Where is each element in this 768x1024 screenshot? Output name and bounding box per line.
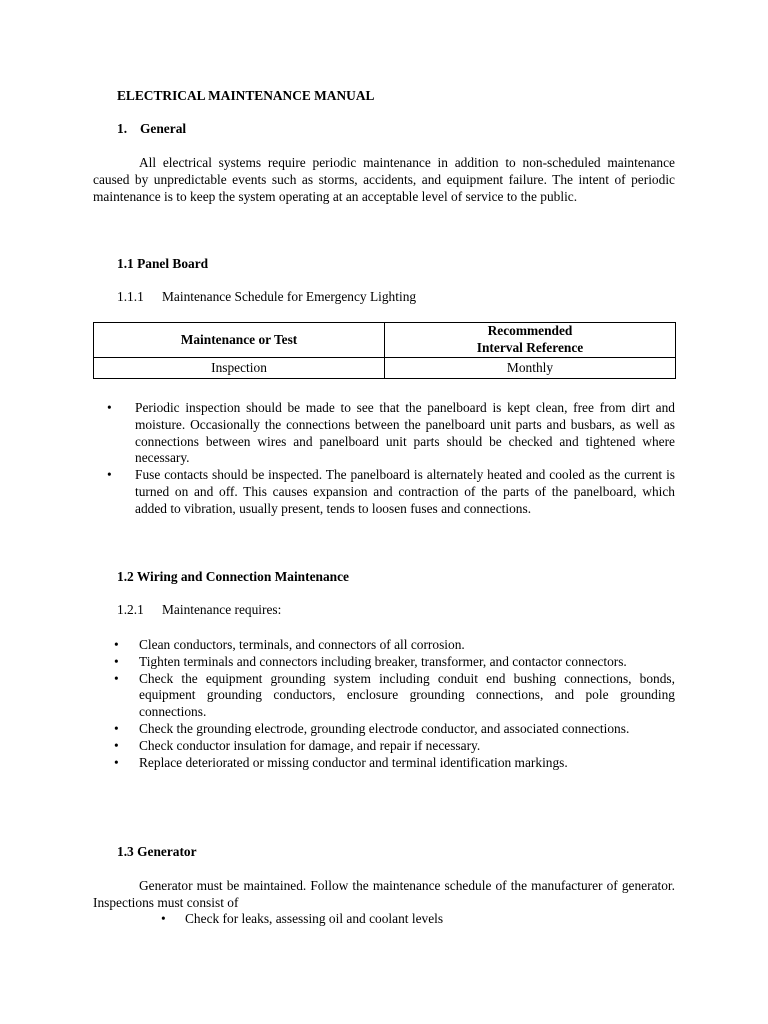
subsection-title: Maintenance requires: (162, 602, 282, 617)
table-header-row (94, 323, 676, 358)
table-cell-maintenance: Inspection (94, 358, 385, 379)
paragraph-text: All electrical systems require periodic maintenance in addition to non-scheduled maintenance caused by unpredictable events such as storms, accidents, and equipment failure. The intent of periodic maintenance is to keep the system operating at an acceptable level of service to the public. (93, 155, 675, 204)
table-row (94, 358, 676, 379)
bullet-icon: • (114, 653, 119, 669)
list-item-text: Check the grounding electrode, grounding electrode conductor, and associated connections. (139, 720, 630, 736)
section-title: General (140, 121, 187, 136)
bullet-icon: • (107, 467, 112, 483)
list-item (93, 738, 675, 755)
bullet-icon: • (161, 911, 166, 926)
section-heading-generator: 1.3 Generator (117, 844, 197, 859)
list-item (93, 755, 675, 772)
list-item (93, 721, 675, 738)
table-header-maintenance-or-test: Maintenance or Test (94, 323, 385, 358)
wiring-bullet-list (93, 637, 675, 771)
list-item (93, 654, 675, 671)
list-item (93, 467, 675, 517)
list-item-text: Periodic inspection should be made to see that the panelboard is kept clean, free from dirt and moisture. Occasionally the connections between the panelboard unit parts and busbars, as well as connections between wires and panelboard unit parts should be checked and tightened where necessary. (135, 400, 675, 466)
subsection-heading-1-1-1 (117, 289, 416, 306)
general-paragraph (93, 155, 675, 205)
section-heading-wiring: 1.2 Wiring and Connection Maintenance (117, 569, 350, 584)
paragraph-text: Generator must be maintained. Follow the maintenance schedule of the manufacturer of generator. Inspections must consist of (93, 878, 675, 910)
subsection-heading-1-2-1 (117, 602, 281, 619)
list-item-text: Check conductor insulation for damage, and repair if necessary. (139, 737, 481, 753)
section-heading-general (117, 121, 186, 138)
list-item-text: Check the equipment grounding system including conduit end bushing connections, bonds, equipment grounding conductors, enclosure grounding connections, and pole grounding connections. (139, 670, 675, 720)
list-item-text: Check for leaks, assessing oil and coolant levels (185, 911, 444, 926)
list-item-text: Fuse contacts should be inspected. The panelboard is alternately heated and cooled as the current is turned on and off. This causes expansion and contraction of the parts of the panelboard, which added to vibration, usually present, tends to loosen fuses and connections. (135, 467, 675, 516)
section-number: 1. (117, 121, 128, 136)
list-item (140, 911, 675, 928)
section-heading-panel-board: 1.1 Panel Board (117, 256, 209, 271)
bullet-icon: • (114, 720, 119, 736)
subsection-title: Maintenance Schedule for Emergency Lighting (162, 289, 417, 304)
table-header-recommended-interval (385, 323, 676, 358)
list-item (93, 400, 675, 467)
bullet-icon: • (114, 670, 119, 686)
header-line: Recommended (487, 323, 573, 339)
bullet-icon: • (114, 737, 119, 753)
generator-bullet-list (140, 911, 675, 928)
header-line: Interval Reference (476, 340, 584, 355)
list-item (93, 637, 675, 654)
subsection-number: 1.2.1 (117, 602, 144, 617)
list-item-text: Tighten terminals and connectors including breaker, transformer, and contactor connectors. (139, 653, 627, 669)
list-item-text: Replace deteriorated or missing conductor and terminal identification markings. (139, 754, 568, 770)
document-title: ELECTRICAL MAINTENANCE MANUAL (117, 88, 375, 103)
generator-paragraph (93, 878, 675, 912)
panel-board-bullet-list (93, 400, 675, 518)
list-item (93, 671, 675, 721)
maintenance-schedule-table (93, 322, 676, 379)
subsection-number: 1.1.1 (117, 289, 144, 304)
bullet-icon: • (114, 754, 119, 770)
list-item-text: Clean conductors, terminals, and connectors of all corrosion. (139, 637, 465, 652)
bullet-icon: • (114, 637, 119, 652)
bullet-icon: • (107, 400, 112, 415)
table-cell-interval: Monthly (385, 358, 676, 379)
